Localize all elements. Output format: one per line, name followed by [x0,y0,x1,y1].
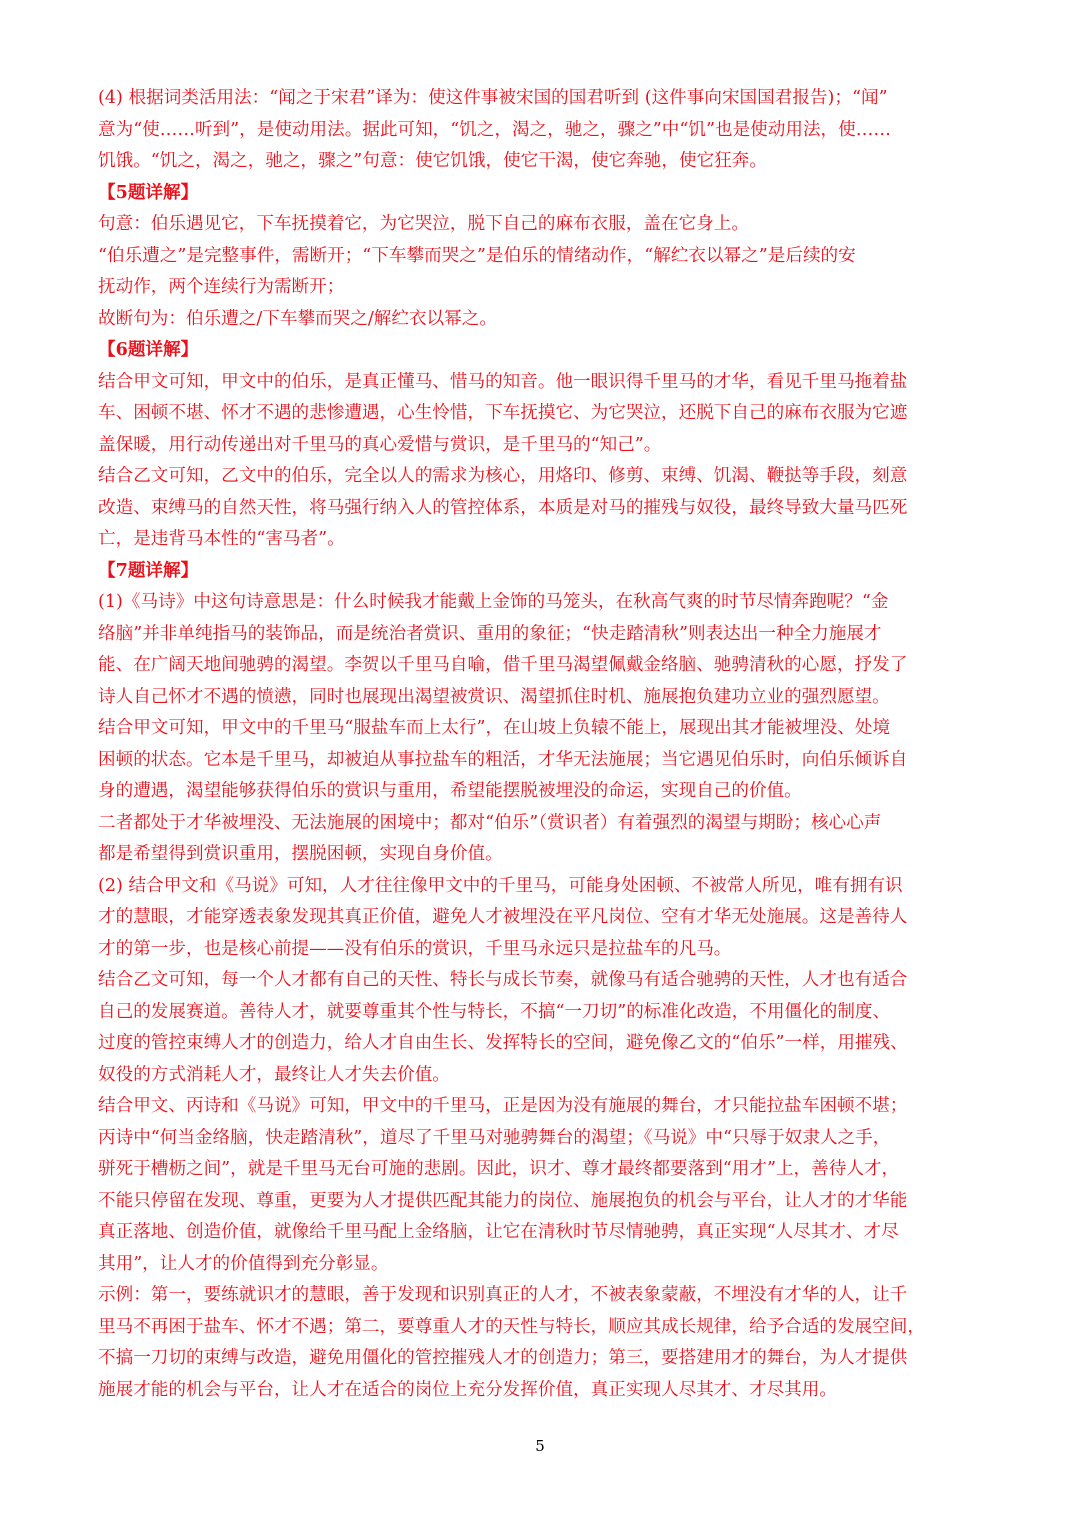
section-heading: 【7题详解】 [98,559,199,581]
text-line: 自己的发展赛道。善待人才，就要尊重其个性与特长，不搞“一刀切”的标准化改造，不用僵化的制度、 [98,1001,891,1022]
text-line: 能、在广阔天地间驰骋的渴望。李贺以千里马自喻，借千里马渴望佩戴金络脑、驰骋清秋的心愿，抒发了 [98,655,908,675]
text-line: 身的遭遇，渴望能够获得伯乐的赏识与重用，希望能摆脱被埋没的命运，实现自己的价值。 [98,781,802,801]
text-line: 才的第一步，也是核心前提——没有伯乐的赏识，千里马永远只是拉盐车的凡马。 [98,938,732,959]
text-line: 抚动作，两个连续行为需断开； [98,277,345,297]
text-line: 改造、束缚马的自然天性，将马强行纳入人的管控体系，本质是对马的摧残与奴役，最终导致大量马匹死 [98,497,908,518]
text-line: 困顿的状态。它本是千里马，却被迫从事拉盐车的粗活，才华无法施展；当它遇见伯乐时，向伯乐倾诉自 [98,749,908,770]
text-line: (1)《马诗》中这句诗意思是：什么时候我才能戴上金饰的马笼头，在秋高气爽的时节尽情奔跑呢？“金 [98,592,889,612]
section-heading: 【5题详解】 [98,181,199,203]
text-line: 里马不再困于盐车、怀才不遇；第二，要尊重人才的天性与特长，顺应其成长规律，给予合适的发展空间， [98,1316,925,1337]
text-line: 施展才能的机会与平台，让人才在适合的岗位上充分发挥价值，真正实现人尽其才、才尽其用。 [98,1379,837,1400]
text-line: 真正落地、创造价值，就像给千里马配上金络脑，让它在清秋时节尽情驰骋，真正实现“人尽其才、才尽 [98,1222,899,1242]
text-line: 二者都处于才华被埋没、无法施展的困境中；都对“伯乐”（赏识者）有着强烈的渴望与期盼；核心心声 [98,812,882,833]
text-line: 结合乙文可知，每一个人才都有自己的天性、特长与成长节奏，就像马有适合驰骋的天性，人才也有适合 [98,970,908,990]
page-number: 5 [535,1437,545,1455]
text-line: (2) 结合甲文和《马说》可知，人才往往像甲文中的千里马，可能身处困顿、不被常人所见，唯有拥有识 [98,875,903,896]
text-line: 诗人自己怀才不遇的愤懑，同时也展现出渴望被赏识、渴望抓住时机、施展抱负建功立业的强烈愿望。 [98,686,890,707]
text-line: 都是希望得到赏识重用，摆脱困顿，实现自身价值。 [98,844,503,864]
text-line: 不能只停留在发现、尊重，更要为人才提供匹配其能力的岗位、施展抱负的机会与平台，让人才的才华能 [98,1190,908,1211]
text-line: 亡，是违背马本性的“害马者”。 [98,529,345,549]
text-line: 意为“使……听到”，是使动用法。据此可知，“饥之，渴之，驰之，骤之”中“饥”也是使动用法，使…… [98,119,891,140]
text-line: 盖保暖，用行动传递出对千里马的真心爱惜与赏识，是千里马的“知己”。 [98,434,662,455]
text-line: 示例：第一，要练就识才的慧眼，善于发现和识别真正的人才，不被表象蒙蔽，不埋没有才华的人，让千 [98,1285,908,1305]
text-line: 络脑”并非单纯指马的装饰品，而是统治者赏识、重用的象征；“快走踏清秋”则表达出一种全力施展才 [98,623,882,644]
text-line: 过度的管控束缚人才的创造力，给人才自由生长、发挥特长的空间，避免像乙文的“伯乐”一样，用摧残、 [98,1033,908,1053]
text-line: 骈死于槽枥之间”，就是千里马无台可施的悲剧。因此，识才、尊才最终都要落到“用才”上，善待人才， [98,1159,900,1179]
text-line: 结合甲文、丙诗和《马说》可知，甲文中的千里马，正是因为没有施展的舞台，才只能拉盐车困顿不堪； [98,1096,908,1116]
text-line: 结合乙文可知，乙文中的伯乐，完全以人的需求为核心，用烙印、修剪、束缚、饥渴、鞭挞等手段，刻意 [98,466,908,486]
text-line: 丙诗中“何当金络脑，快走踏清秋”，道尽了千里马对驰骋舞台的渴望；《马说》中“只辱于奴隶人之手， [98,1127,891,1148]
text-line: 句意：伯乐遇见它，下车抚摸着它，为它哭泣，脱下自己的麻布衣服，盖在它身上。 [98,214,749,234]
text-line: 结合甲文可知，甲文中的千里马“服盐车而上太行”，在山坡上负辕不能上，展现出其才能被埋没、处境 [98,718,891,738]
text-line: 故断句为：伯乐遭之/下车攀而哭之/解纻衣以幂之。 [98,308,497,329]
text-line: 结合甲文可知，甲文中的伯乐，是真正懂马、惜马的知音。他一眼识得千里马的才华，看见千里马拖着盐 [98,371,908,392]
text-line: 才的慧眼，才能穿透表象发现其真正价值，避免人才被埋没在平凡岗位、空有才华无处施展。这是善待人 [98,907,908,927]
text-line: 车、困顿不堪、怀才不遇的悲惨遭遇，心生怜惜，下车抚摸它、为它哭泣，还脱下自己的麻布衣服为它遮 [98,403,908,423]
text-line: (4) 根据词类活用法：“闻之于宋君”译为：使这件事被宋国的国君听到 (这件事向宋国国君报告)；“闻” [98,88,888,108]
text-line: 饥饿。“饥之，渴之，驰之，骤之”句意：使它饥饿，使它干渴，使它奔驰，使它狂奔。 [98,151,767,171]
text-line: 不搞一刀切的束缚与改造，避免用僵化的管控摧残人才的创造力；第三，要搭建用才的舞台，为人才提供 [98,1348,908,1368]
text-line: 奴役的方式消耗人才，最终让人才失去价值。 [98,1064,450,1085]
section-heading: 【6题详解】 [98,339,199,360]
text-line: 其用”，让人才的价值得到充分彰显。 [98,1253,389,1274]
text-line: “伯乐遭之”是完整事件，需断开；“下车攀而哭之”是伯乐的情绪动作，“解纻衣以幂之”是后续的安 [98,245,856,266]
